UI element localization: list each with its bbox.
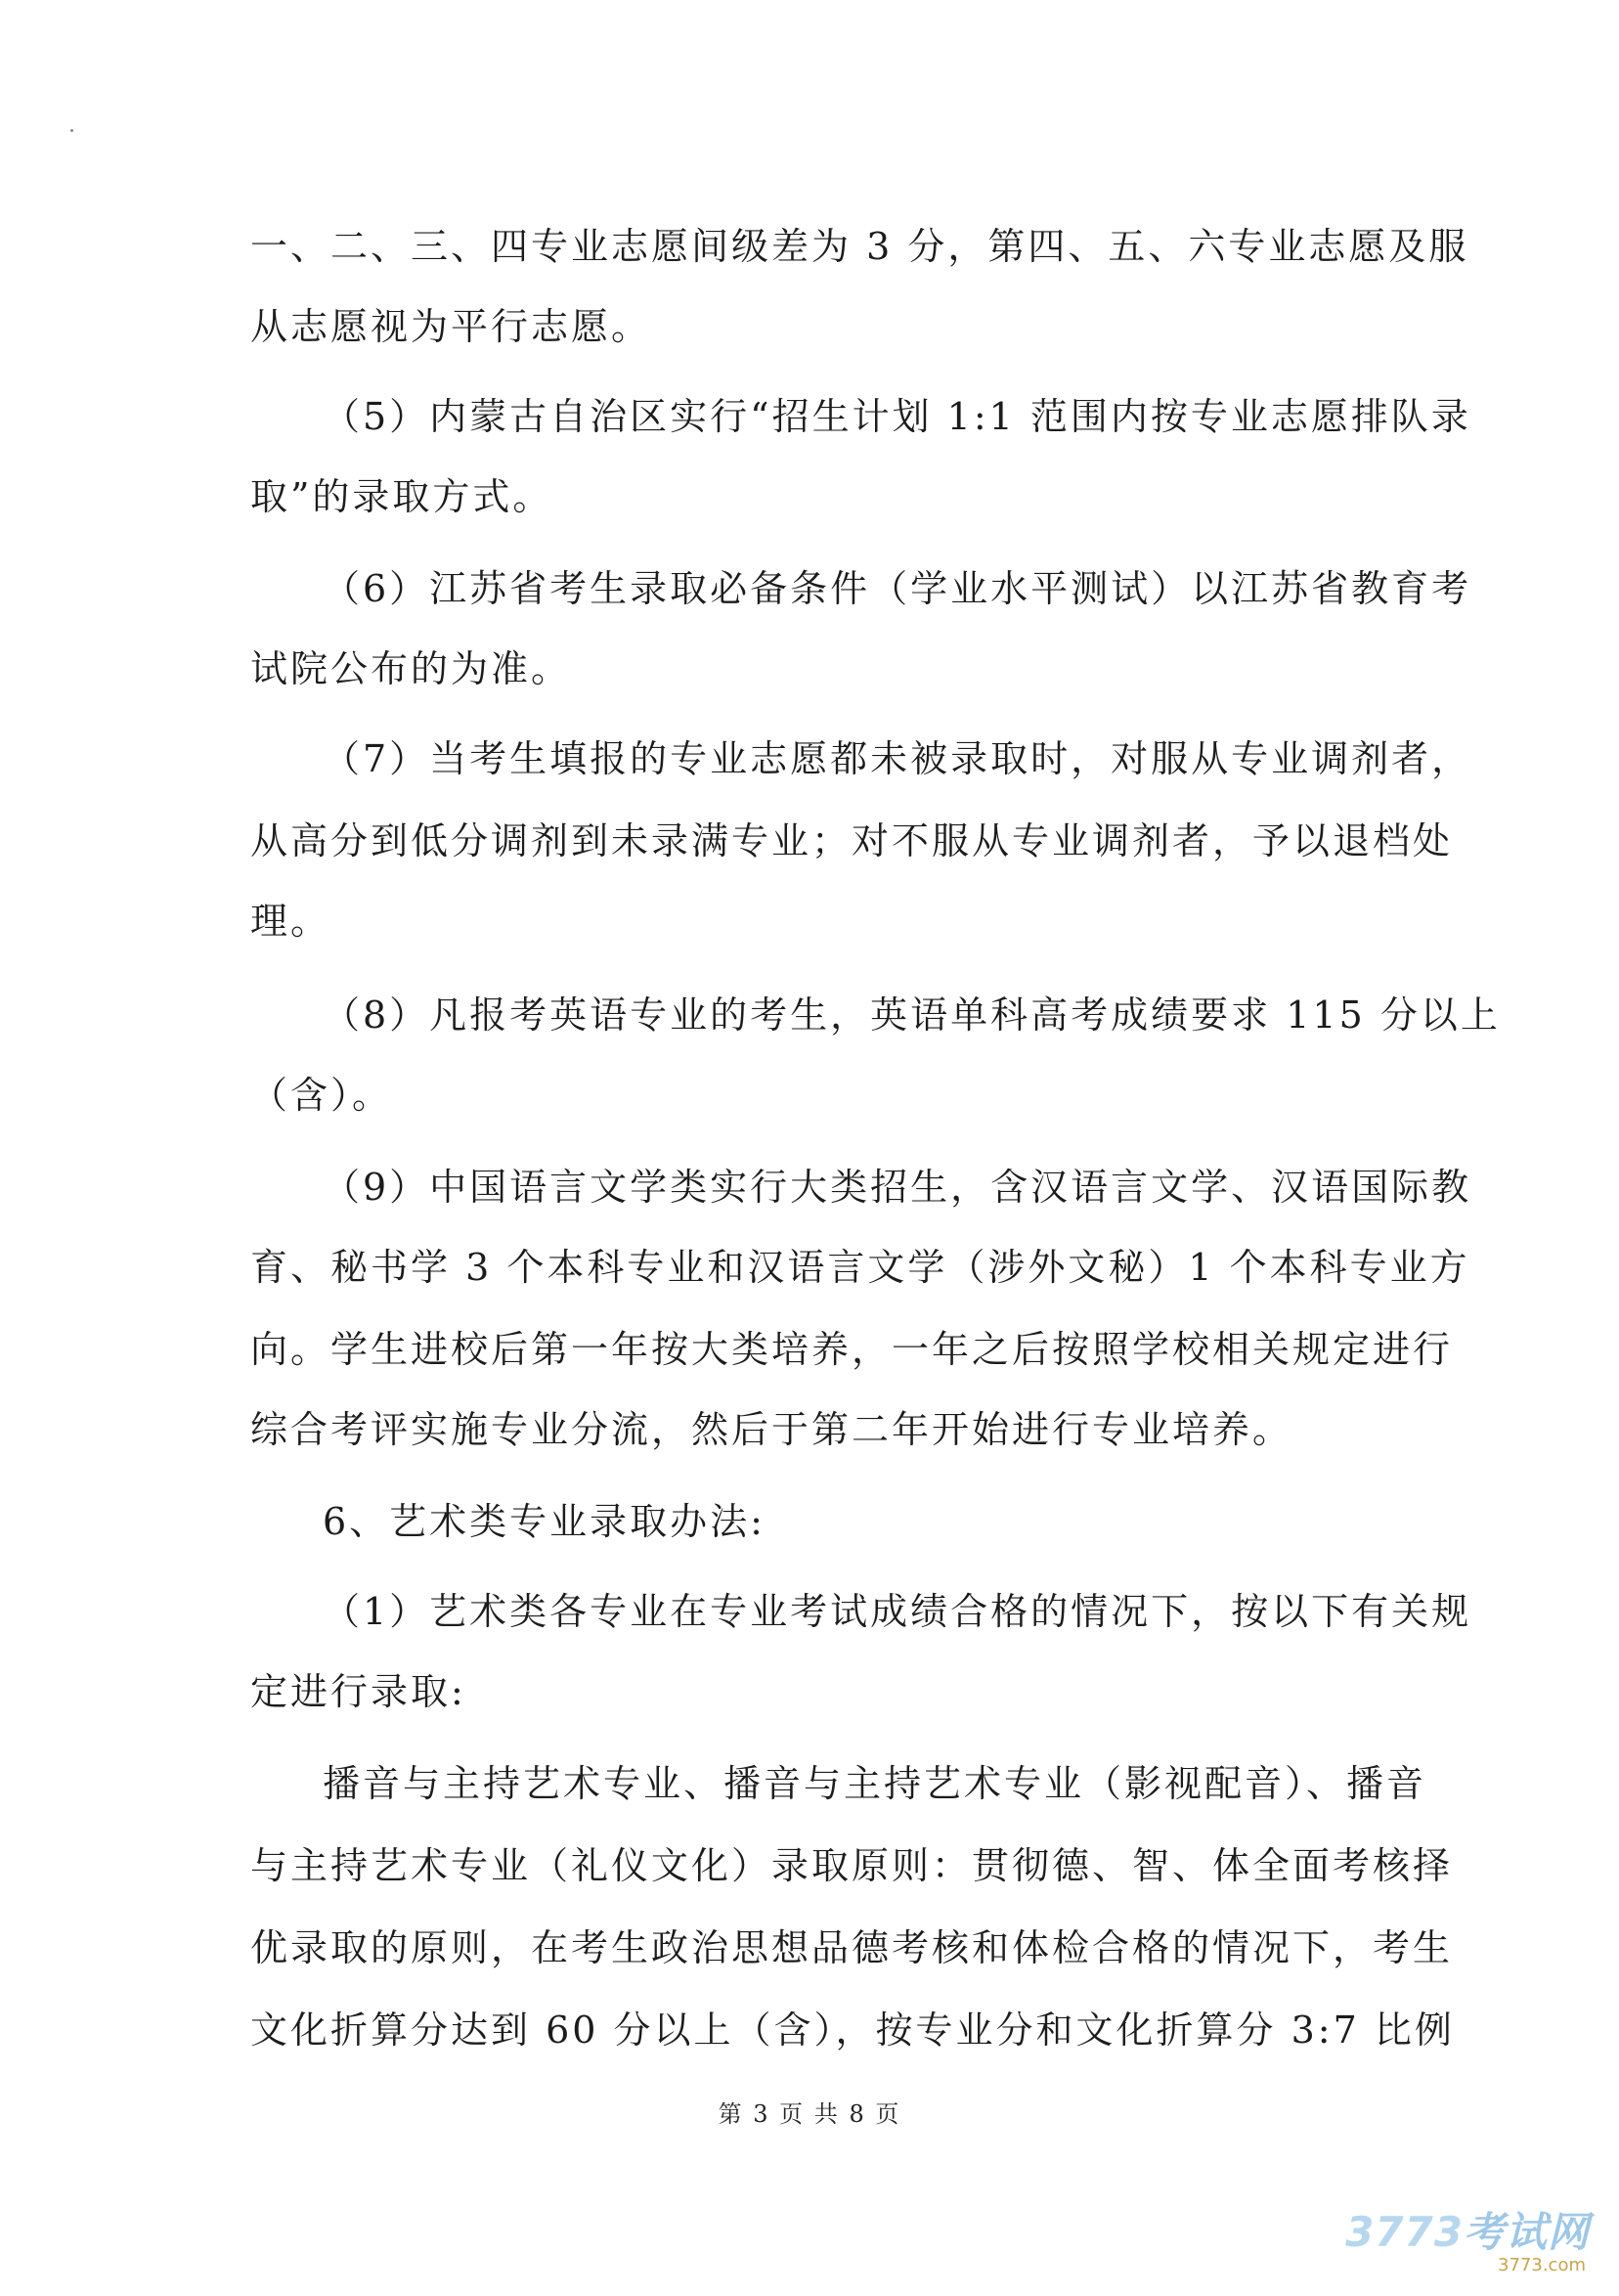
text-line: 与主持艺术专业（礼仪文化）录取原则：贯彻德、智、体全面考核择: [250, 1844, 1454, 1887]
scan-speck: [70, 129, 73, 132]
text-line: 从高分到低分调剂到未录满专业；对不服从专业调剂者，予以退档处: [250, 819, 1454, 862]
text-line: 取”的录取方式。: [250, 475, 553, 518]
site-watermark: [1345, 2210, 1590, 2276]
watermark-logo: 3773考试网: [1345, 2208, 1590, 2256]
text-line: 育、秘书学 3 个本科专业和汉语言文学（涉外文秘）1 个本科专业方: [250, 1246, 1470, 1289]
page-footer: 第 3 页 共 8 页: [718, 2100, 901, 2128]
watermark-url: 3773.com: [1498, 2255, 1586, 2275]
text-line: 一、二、三、四专业志愿间级差为 3 分，第四、五、六专业志愿及服: [250, 225, 1469, 268]
text-line: （1）艺术类各专业在专业考试成绩合格的情况下，按以下有关规: [323, 1590, 1472, 1633]
text-line: （含）。: [250, 1074, 393, 1117]
text-line: （7）当考生填报的专业志愿都未被录取时，对服从专业调剂者，: [323, 737, 1472, 780]
text-line: （9）中国语言文学类实行大类招生，含汉语言文学、汉语国际教: [323, 1166, 1472, 1209]
text-line: 从志愿视为平行志愿。: [250, 305, 652, 348]
text-line: 理。: [250, 900, 331, 943]
text-line: 播音与主持艺术专业、播音与主持艺术专业（影视配音）、播音: [323, 1762, 1427, 1805]
text-line: （8）凡报考英语专业的考生，英语单科高考成绩要求 115 分以上: [323, 993, 1501, 1037]
text-line: 试院公布的为准。: [250, 647, 572, 690]
text-line: 文化折算分达到 60 分以上（含），按专业分和文化折算分 3:7 比例: [250, 2009, 1455, 2052]
text-line: 综合考评实施专业分流，然后于第二年开始进行专业培养。: [250, 1408, 1293, 1451]
text-line: （5）内蒙古自治区实行“招生计划 1:1 范围内按专业志愿排队录: [323, 395, 1471, 438]
text-line: （6）江苏省考生录取必备条件（学业水平测试）以江苏省教育考: [323, 567, 1472, 610]
text-line: 优录取的原则，在考生政治思想品德考核和体检合格的情况下，考生: [250, 1926, 1454, 1969]
text-line: 定进行录取:: [250, 1670, 466, 1713]
text-line: 向。学生进校后第一年按大类培养，一年之后按照学校相关规定进行: [250, 1328, 1454, 1371]
section-heading: 6、艺术类专业录取办法:: [323, 1500, 766, 1543]
